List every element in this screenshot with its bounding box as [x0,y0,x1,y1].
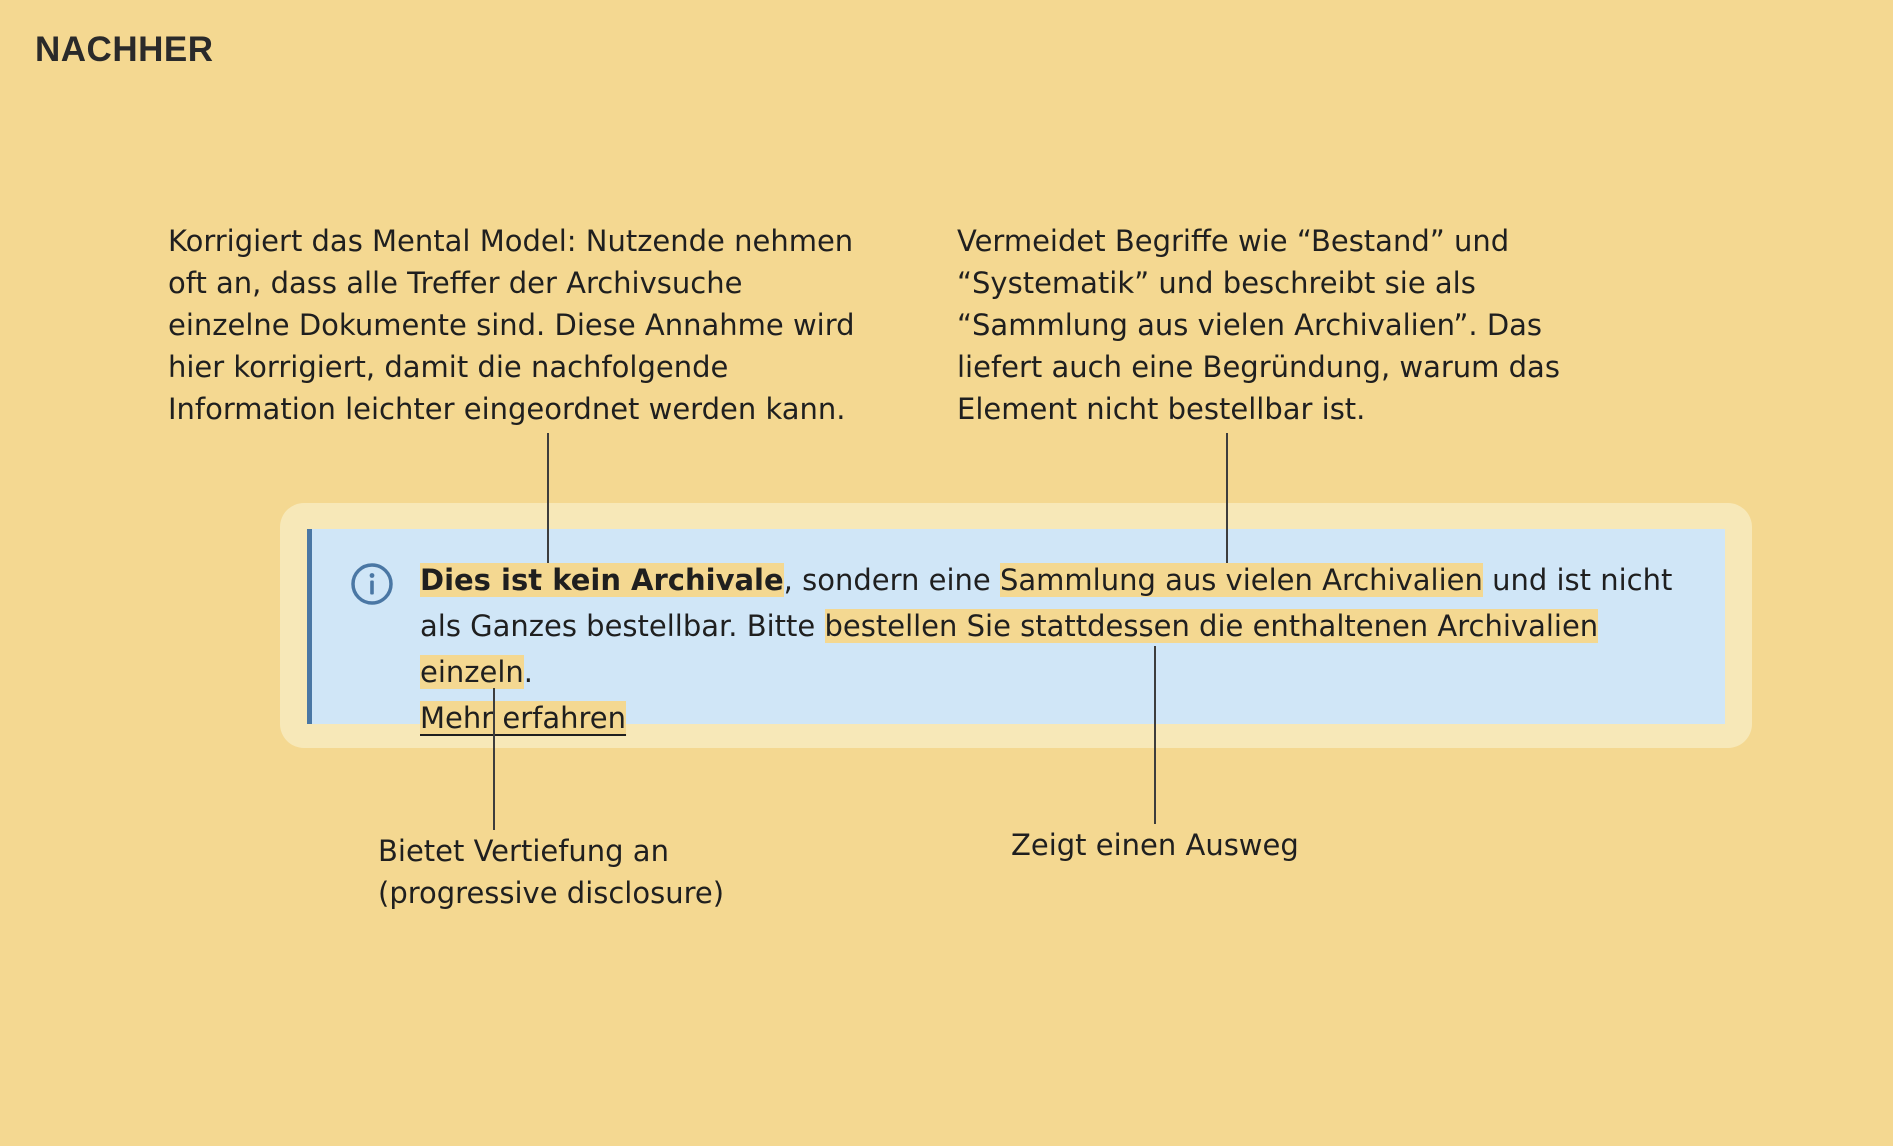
alert-text-segment: , sondern eine [783,563,1000,597]
highlight-not-archival: Dies ist kein Archivale [420,563,784,597]
alert-text-segment: . [523,655,533,689]
annotation-mental-model: Korrigiert das Mental Model: Nutzende nehmen oft an, dass alle Treffer der Archivsuche einzelne Dokumente sind. Diese Annahme wird hier korrigiert, damit die nachfolgende Information leichter eingeordnet werden kann. [168,224,855,426]
highlight-collection: Sammlung aus vielen Archivalien [999,563,1483,597]
info-alert [307,529,1725,735]
alert-message [420,557,1680,741]
info-icon [350,562,394,606]
highlight-way-out: bestellen Sie stattdessen die enthaltenen Archivalien einzeln [420,609,1599,689]
page-title: NACHHER [35,30,214,69]
learn-more-link[interactable]: Mehr erfahren [420,701,627,735]
annotation-progressive-disclosure: Bietet Vertiefung an (progressive disclosure) [378,834,725,910]
annotation-terminology: Vermeidet Begriffe wie “Bestand” und “Systematik” und beschreibt sie als “Sammlung aus vielen Archivalien”. Das liefert auch eine Begründung, warum das Element nicht bestellbar ist. [957,224,1560,426]
annotation-way-out: Zeigt einen Ausweg [1011,828,1299,862]
alert-text-segment: und ist nicht als Ganzes bestellbar. Bitte [420,563,1673,643]
